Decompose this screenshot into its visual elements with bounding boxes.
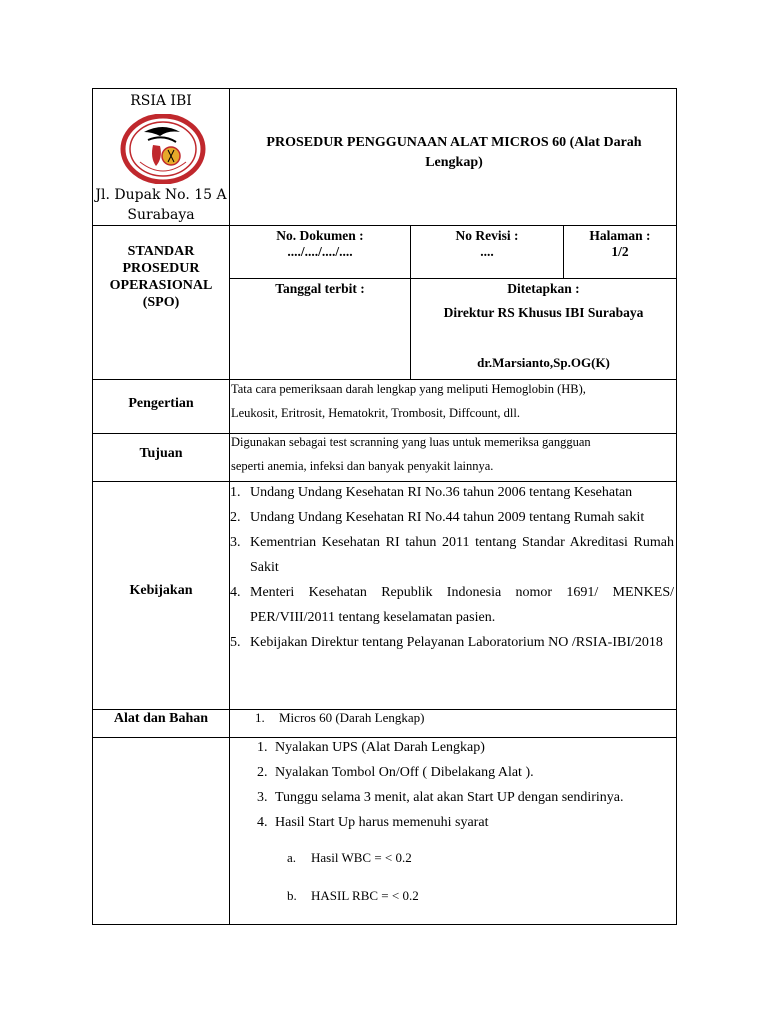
border-right (676, 88, 677, 925)
row-divider (229, 278, 677, 279)
document-title: PROSEDUR PENGGUNAAN ALAT MICROS 60 (Alat Darah Lengkap) (266, 135, 642, 170)
kebijakan-item (230, 530, 674, 580)
halaman (564, 228, 676, 260)
no-revisi (411, 228, 563, 260)
logo (120, 114, 206, 184)
ditetapkan-label: Ditetapkan : (507, 281, 580, 296)
step-num: 4. (257, 815, 268, 830)
pengertian-line-1: Tata cara pemeriksaan darah lengkap yang meliputi Hemoglobin (HB), (231, 382, 586, 396)
kebijakan-item (230, 480, 674, 505)
prosedur-step (257, 760, 673, 785)
prosedur-steps (257, 735, 673, 835)
spo-label-line-1: STANDAR (127, 244, 195, 259)
tujuan-line-1: Digunakan sebagai test scranning yang luas untuk memeriksa gangguan (231, 435, 591, 449)
kebijakan-item (230, 505, 674, 530)
no-dokumen-value: ..../..../..../.... (287, 244, 353, 259)
kebijakan-text: Undang Undang Kesehatan RI No.44 tahun 2009 tentang Rumah sakit (250, 510, 645, 525)
sub-text: HASIL RBC = < 0.2 (311, 888, 419, 903)
alat-num: 1. (255, 710, 265, 725)
kebijakan-item (230, 580, 674, 630)
halaman-label: Halaman : (589, 228, 651, 243)
pengertian-label: Pengertian (128, 396, 194, 411)
kebijakan-num: 3. (230, 535, 241, 550)
tanggal-terbit-label: Tanggal terbit : (275, 281, 365, 296)
border-bottom (92, 924, 677, 925)
kebijakan-text: Kementrian Kesehatan RI tahun 2011 tentang Standar Akreditasi Rumah Sakit (250, 535, 674, 575)
kebijakan-text: Undang Undang Kesehatan RI No.36 tahun 2006 tentang Kesehatan (250, 485, 633, 500)
alat-label: Alat dan Bahan (113, 711, 209, 726)
border-top (92, 88, 677, 89)
signatory: dr.Marsianto,Sp.OG(K) (477, 355, 610, 370)
sub-num: a. (287, 850, 297, 865)
org-name: RSIA IBI (130, 93, 192, 109)
step-num: 2. (257, 765, 268, 780)
tujuan-text (231, 430, 675, 478)
spo-label-line-3: OPERASIONAL (109, 278, 213, 293)
prosedur-step (257, 735, 673, 760)
pengertian-line-2: Leukosit, Eritrosit, Hematokrit, Trombosit, Diffcount, dll. (231, 406, 520, 420)
kebijakan-num: 2. (230, 510, 241, 525)
sub-num: b. (287, 888, 297, 903)
spo-label-line-2: PROSEDUR (122, 261, 200, 276)
step-text: Nyalakan UPS (Alat Darah Lengkap) (275, 740, 485, 755)
no-dokumen (230, 228, 410, 260)
address-line-2: Surabaya (127, 207, 195, 223)
row-divider (92, 225, 677, 226)
alat-item: Micros 60 (Darah Lengkap) (279, 710, 425, 725)
tujuan-line-2: seperti anemia, infeksi dan banyak penyakit lainnya. (231, 459, 494, 473)
prosedur-sub-item (287, 850, 412, 866)
no-revisi-label: No Revisi : (455, 228, 519, 243)
kebijakan-list (230, 480, 674, 655)
prosedur-step (257, 785, 673, 810)
kebijakan-label: Kebijakan (129, 583, 193, 598)
step-num: 1. (257, 740, 268, 755)
ibi-logo-icon (120, 114, 206, 184)
kebijakan-num: 4. (230, 585, 241, 600)
kebijakan-item (230, 630, 674, 655)
step-num: 3. (257, 790, 268, 805)
no-dokumen-label: No. Dokumen : (276, 228, 364, 243)
no-revisi-value: .... (480, 244, 494, 259)
tujuan-label: Tujuan (139, 446, 183, 461)
spo-label-line-4: (SPO) (142, 295, 180, 310)
kebijakan-num: 5. (230, 635, 241, 650)
prosedur-step (257, 810, 673, 835)
kebijakan-text: Kebijakan Direktur tentang Pelayanan Laboratorium NO /RSIA-IBI/2018 (250, 635, 663, 650)
spo-label (93, 243, 229, 311)
step-text: Nyalakan Tombol On/Off ( Dibelakang Alat ). (275, 765, 534, 780)
kebijakan-num: 1. (230, 485, 241, 500)
step-text: Tunggu selama 3 menit, alat akan Start UP dengan sendirinya. (275, 790, 624, 805)
ditetapkan-by: Direktur RS Khusus IBI Surabaya (443, 305, 644, 320)
prosedur-sub-item (287, 888, 419, 904)
kebijakan-text: Menteri Kesehatan Republik Indonesia nomor 1691/ MENKES/ PER/VIII/2011 tentang keselamatan pasien. (250, 585, 674, 625)
pengertian-text (231, 377, 675, 425)
step-text: Hasil Start Up harus memenuhi syarat (275, 815, 489, 830)
halaman-value: 1/2 (611, 244, 629, 259)
address (93, 185, 229, 225)
sub-text: Hasil WBC = < 0.2 (311, 850, 412, 865)
address-line-1: Jl. Dupak No. 15 A (95, 187, 227, 203)
